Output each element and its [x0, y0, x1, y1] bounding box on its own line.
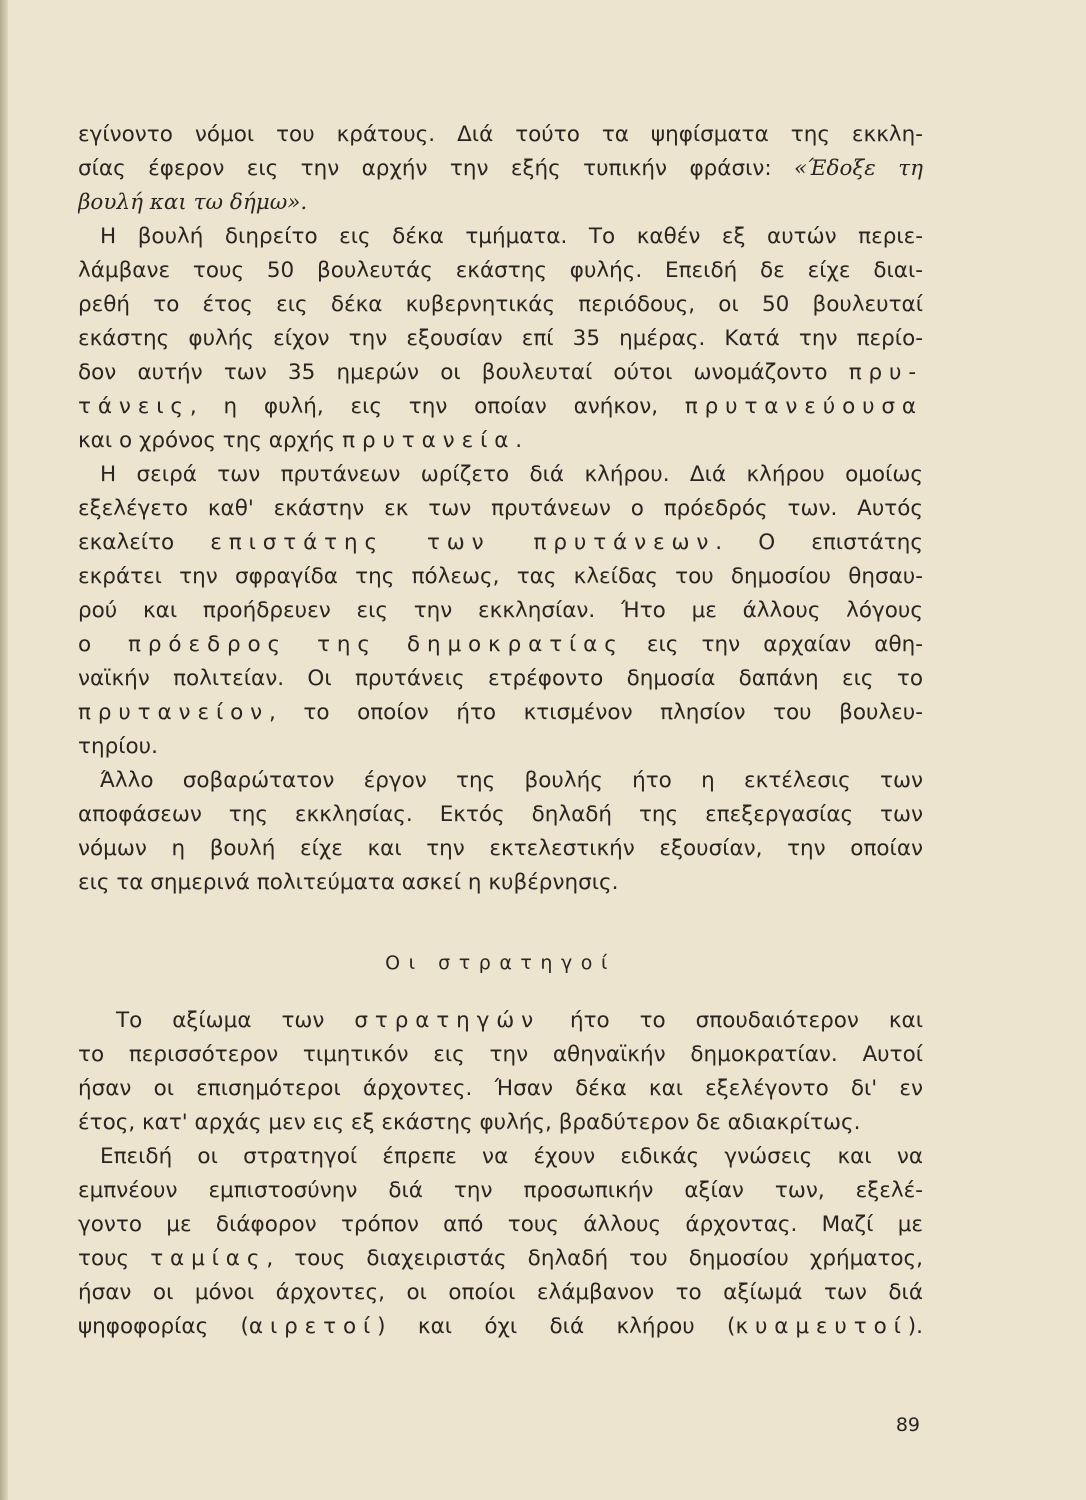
page-number: 89: [895, 1414, 920, 1436]
text-line: εκαλείτο επιστάτης των πρυτάνεων. Ο επιστάτης: [78, 530, 923, 555]
text-line: και ο χρόνος της αρχής πρυτανεία.: [78, 428, 523, 453]
text-line: εκράτει την σφραγίδα της πόλεως, τας κλείδας του δημοσίου θησαυ-: [78, 564, 923, 589]
section-heading: Οι στρατηγοί: [385, 952, 616, 974]
text-line: Επειδή οι στρατηγοί έπρεπε να έχουν ειδικάς γνώσεις και να: [100, 1144, 923, 1169]
text-line: εγίνοντο νόμοι του κράτους. Διά τούτο τα ψηφίσματα της εκκλη-: [78, 122, 923, 147]
text-line: Η σειρά των πρυτάνεων ωρίζετο διά κλήρου. Διά κλήρου ομοίως: [100, 462, 923, 487]
text-line: ήσαν οι επισημότεροι άρχοντες. Ήσαν δέκα και εξελέγοντο δι' εν: [78, 1076, 923, 1101]
text-line: τηρίου.: [78, 734, 158, 759]
text-line: λάμβανε τους 50 βουλευτάς εκάστης φυλής. Επειδή δε είχε διαι-: [78, 258, 923, 283]
text-line: Άλλο σοβαρώτατον έργον της βουλής ήτο η εκτέλεσις των: [100, 768, 923, 793]
text-line: γοντο με διάφορον τρόπον από τους άλλους άρχοντας. Μαζί με: [78, 1212, 923, 1237]
text-line: Η βουλή διηρείτο εις δέκα τμήματα. Το καθέν εξ αυτών περιε-: [100, 224, 923, 249]
text-line: ψηφοφορίας (αιρετοί) και όχι διά κλήρου (κυαμευτοί).: [78, 1314, 923, 1339]
text-line: έτος, κατ' αρχάς μεν εις εξ εκάστης φυλής, βραδύτερον δε αδιακρίτως.: [78, 1110, 861, 1135]
text-line: ο πρόεδρος της δημοκρατίας εις την αρχαίαν αθη-: [78, 632, 923, 657]
paragraph-section-1: [78, 118, 923, 900]
text-line: νόμων η βουλή είχε και την εκτελεστικήν εξουσίαν, την οποίαν: [78, 836, 923, 861]
text-line: αποφάσεων της εκκλησίας. Εκτός δηλαδή της επεξεργασίας των: [78, 802, 923, 827]
text-line: τάνεις, η φυλή, εις την οποίαν ανήκον, πρυτανεύουσα: [78, 394, 923, 419]
text-line: ρεθή το έτος εις δέκα κυβερνητικάς περιόδους, οι 50 βουλευταί: [78, 292, 923, 317]
paragraph-section-2: [78, 1004, 923, 1344]
text-line: ρού και προήδρευεν εις την εκκλησίαν. Ήτο με άλλους λόγους: [78, 598, 923, 623]
text-line: εξελέγετο καθ' εκάστην εκ των πρυτάνεων ο πρόεδρός των. Αυτός: [78, 496, 923, 521]
text-line: ναϊκήν πολιτείαν. Οι πρυτάνεις ετρέφοντο δημοσία δαπάνη εις το: [78, 666, 923, 691]
page-edge: [0, 0, 8, 1500]
text-line: εκάστης φυλής είχον την εξουσίαν επί 35 ημέρας. Κατά την περίο-: [78, 326, 923, 351]
text-line: το περισσότερον τιμητικόν εις την αθηναϊκήν δημοκρατίαν. Αυτοί: [78, 1042, 923, 1067]
text-line: σίας έφερον εις την αρχήν την εξής τυπικήν φράσιν: «Έδοξε τη: [78, 156, 923, 181]
document-page: [78, 118, 923, 1344]
text-line: εμπνέουν εμπιστοσύνην διά την προσωπικήν αξίαν των, εξελέ-: [78, 1178, 923, 1203]
text-line: εις τα σημερινά πολιτεύματα ασκεί η κυβέρνησις.: [78, 870, 619, 895]
text-line: τους ταμίας, τους διαχειριστάς δηλαδή του δημοσίου χρήματος,: [78, 1246, 923, 1271]
text-line: πρυτανείον, το οποίον ήτο κτισμένον πλησίον του βουλευ-: [78, 700, 923, 725]
text-line: Το αξίωμα των στρατηγών ήτο το σπουδαιότερον και: [116, 1008, 923, 1033]
text-line: ήσαν οι μόνοι άρχοντες, οι οποίοι ελάμβανον το αξίωμά των διά: [78, 1280, 923, 1305]
text-line: βουλή και τω δήμω».: [78, 190, 308, 215]
text-line: δον αυτήν των 35 ημερών οι βουλευταί ούτοι ωνομάζοντο πρυ-: [78, 360, 923, 385]
